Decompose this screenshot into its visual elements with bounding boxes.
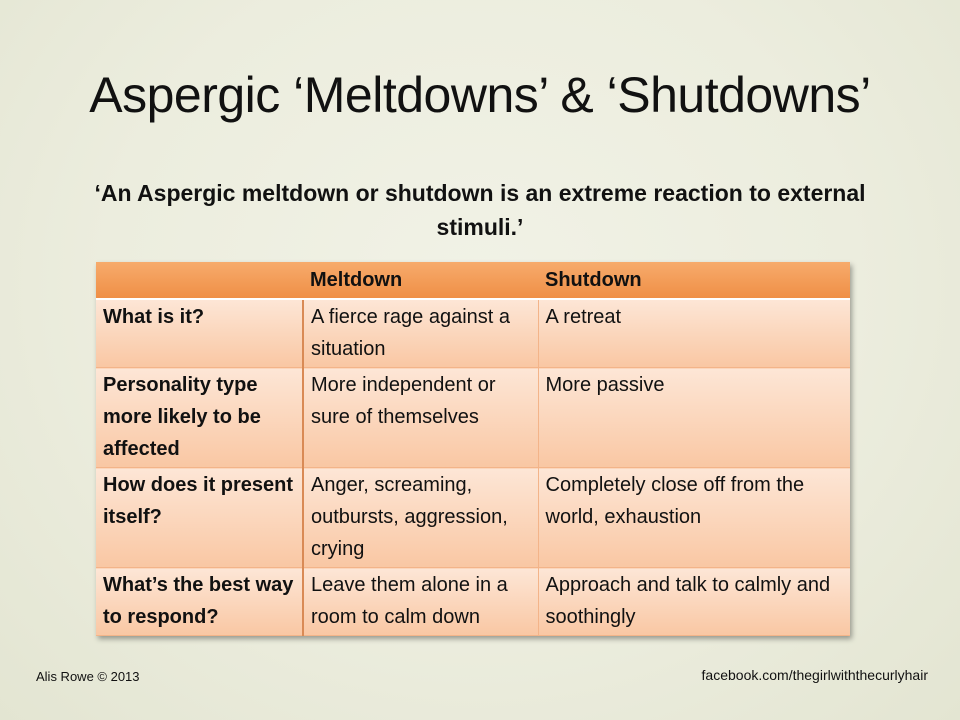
meltdown-cell: Anger, screaming, outbursts, aggression, crying <box>303 468 538 568</box>
facebook-link-text: facebook.com/thegirlwiththecurlyhair <box>701 667 928 683</box>
shutdown-cell: A retreat <box>538 299 850 368</box>
copyright-text: Alis Rowe © 2013 <box>36 669 140 684</box>
row-label: What’s the best way to respond? <box>96 568 303 636</box>
meltdown-cell: A fierce rage against a situation <box>303 299 538 368</box>
table-row <box>96 299 850 368</box>
header-cell-shutdown: Shutdown <box>538 262 850 299</box>
row-label: What is it? <box>96 299 303 368</box>
comparison-table <box>96 262 850 636</box>
shutdown-cell: Completely close off from the world, exhaustion <box>538 468 850 568</box>
definition-quote: ‘An Aspergic meltdown or shutdown is an extreme reaction to external stimuli.’ <box>94 180 866 240</box>
row-label: Personality type more likely to be affected <box>96 368 303 468</box>
meltdown-cell: More independent or sure of themselves <box>303 368 538 468</box>
table-row <box>96 468 850 568</box>
shutdown-cell: More passive <box>538 368 850 468</box>
header-cell-meltdown: Meltdown <box>303 262 538 299</box>
table-row <box>96 568 850 636</box>
meltdown-cell: Leave them alone in a room to calm down <box>303 568 538 636</box>
row-label: How does it present itself? <box>96 468 303 568</box>
slide-title: Aspergic ‘Meltdowns’ & ‘Shutdowns’ <box>89 67 871 123</box>
shutdown-cell: Approach and talk to calmly and soothingly <box>538 568 850 636</box>
header-cell-empty <box>96 262 303 299</box>
table-row <box>96 368 850 468</box>
table-header-row <box>96 262 850 299</box>
